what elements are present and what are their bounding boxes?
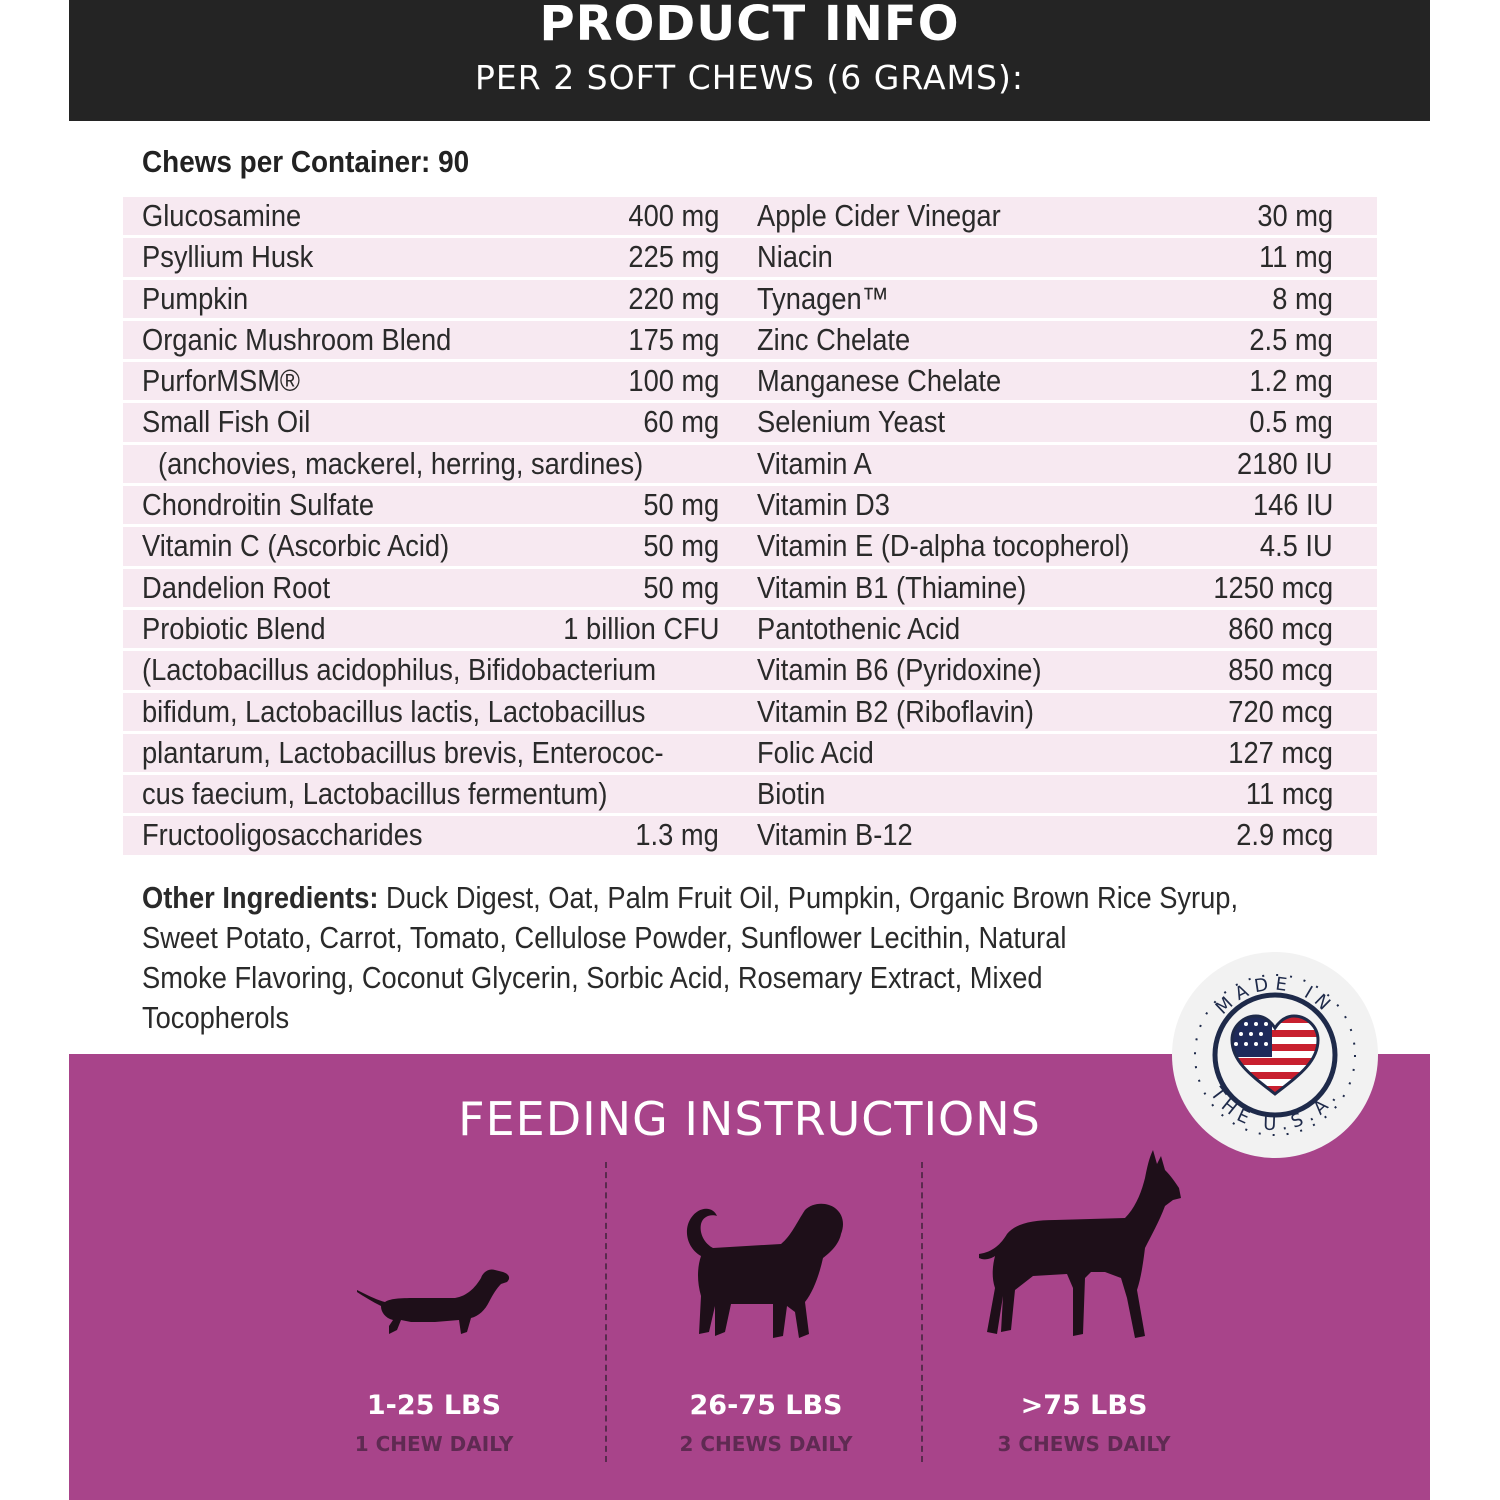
right-name: Vitamin A xyxy=(757,445,872,481)
left-value: 400 mg xyxy=(628,198,719,233)
right-value: 850 mcg xyxy=(1228,652,1333,688)
table-row xyxy=(123,486,1377,527)
table-row xyxy=(123,280,1377,321)
right-value: 720 mcg xyxy=(1228,693,1333,729)
table-row xyxy=(123,775,1377,816)
left-value: 1.3 mg xyxy=(635,817,719,853)
left-name: Vitamin C (Ascorbic Acid) xyxy=(142,528,450,564)
other-ingredients-line: Duck Digest, Oat, Palm Fruit Oil, Pumpkin, Organic Brown Rice Syrup, xyxy=(378,880,1239,915)
table-row xyxy=(123,734,1377,775)
right-name: Vitamin B6 (Pyridoxine) xyxy=(757,652,1042,688)
great-dane-icon xyxy=(975,1148,1187,1344)
table-row xyxy=(123,445,1377,486)
right-value: 30 mg xyxy=(1257,198,1333,233)
tier-dose: 1 CHEW DAILY xyxy=(354,1432,514,1456)
table-row xyxy=(123,197,1377,238)
made-in-usa-seal-icon xyxy=(1172,952,1378,1158)
divider xyxy=(605,1162,607,1462)
chews-per-container: Chews per Container: 90 xyxy=(142,144,470,179)
other-ingredients xyxy=(142,878,1239,1038)
right-value: 0.5 mg xyxy=(1249,404,1333,440)
right-value: 8 mg xyxy=(1272,280,1333,316)
right-name: Zinc Chelate xyxy=(757,321,911,357)
other-ingredients-line: Smoke Flavoring, Coconut Glycerin, Sorbic Acid, Rosemary Extract, Mixed xyxy=(142,960,1043,995)
right-name: Vitamin D3 xyxy=(757,487,890,523)
left-value: 100 mg xyxy=(628,363,719,399)
right-name: Tynagen™ xyxy=(757,280,889,316)
dachshund-icon xyxy=(355,1262,515,1342)
left-name: (anchovies, mackerel, herring, sardines) xyxy=(158,445,644,481)
left-name: Small Fish Oil xyxy=(142,404,311,440)
right-value: 1250 mcg xyxy=(1213,569,1333,605)
table-row xyxy=(123,610,1377,651)
right-name: Selenium Yeast xyxy=(757,404,946,440)
header-subtitle: PER 2 SOFT CHEWS (6 GRAMS): xyxy=(475,58,1024,97)
header-title: PRODUCT INFO xyxy=(539,0,960,52)
right-name: Pantothenic Acid xyxy=(757,610,961,646)
right-name: Manganese Chelate xyxy=(757,363,1002,399)
left-value: 175 mg xyxy=(628,321,719,357)
left-name: Psyllium Husk xyxy=(142,239,314,275)
left-value: 50 mg xyxy=(643,569,719,605)
right-value: 4.5 IU xyxy=(1260,528,1333,564)
divider xyxy=(921,1162,923,1462)
tier-dose: 3 CHEWS DAILY xyxy=(997,1432,1171,1456)
right-name: Vitamin E (D-alpha tocopherol) xyxy=(757,528,1130,564)
left-name: Fructooligosaccharides xyxy=(142,817,423,853)
right-value: 11 mcg xyxy=(1245,776,1333,812)
left-value: 60 mg xyxy=(643,404,719,440)
tier-weight: 26-75 LBS xyxy=(689,1390,843,1421)
left-name: cus faecium, Lactobacillus fermentum) xyxy=(142,776,608,812)
made-in-usa-badge xyxy=(1172,952,1378,1158)
ingredients-table xyxy=(123,197,1377,858)
left-name: Pumpkin xyxy=(142,280,249,316)
table-row xyxy=(123,651,1377,692)
left-name: plantarum, Lactobacillus brevis, Enterococ- xyxy=(142,734,664,770)
left-name: Glucosamine xyxy=(142,198,302,233)
tier-dose: 2 CHEWS DAILY xyxy=(679,1432,853,1456)
table-row xyxy=(123,362,1377,403)
right-name: Vitamin B2 (Riboflavin) xyxy=(757,693,1034,729)
svg-text:THE U.S.A.: THE U.S.A. xyxy=(1205,1083,1344,1136)
right-name: Vitamin B-12 xyxy=(757,817,913,853)
table-row xyxy=(123,693,1377,734)
svg-text:MADE IN: MADE IN xyxy=(1211,973,1339,1019)
right-name: Apple Cider Vinegar xyxy=(757,198,1001,233)
right-value: 127 mcg xyxy=(1228,734,1333,770)
left-value: 50 mg xyxy=(643,487,719,523)
other-ingredients-line: Tocopherols xyxy=(142,1000,290,1035)
left-value: 220 mg xyxy=(628,280,719,316)
table-row xyxy=(123,238,1377,279)
other-ingredients-label: Other Ingredients: xyxy=(142,880,379,915)
right-name: Biotin xyxy=(757,776,826,812)
table-row xyxy=(123,527,1377,568)
right-value: 11 mg xyxy=(1259,239,1333,275)
table-row xyxy=(123,569,1377,610)
left-value: 50 mg xyxy=(643,528,719,564)
other-ingredients-line: Sweet Potato, Carrot, Tomato, Cellulose Powder, Sunflower Lecithin, Natural xyxy=(142,920,1067,955)
table-row xyxy=(123,816,1377,857)
right-name: Niacin xyxy=(757,239,833,275)
feeding-title: FEEDING INSTRUCTIONS xyxy=(458,1092,1041,1146)
left-value: 1 billion CFU xyxy=(562,610,719,646)
right-value: 2.9 mcg xyxy=(1235,817,1333,853)
right-value: 146 IU xyxy=(1252,487,1333,523)
table-row xyxy=(123,321,1377,362)
right-name: Folic Acid xyxy=(757,734,874,770)
medium-dog-icon xyxy=(681,1196,851,1346)
table-row xyxy=(123,403,1377,444)
left-name: Dandelion Root xyxy=(142,569,331,605)
left-value: 225 mg xyxy=(628,239,719,275)
product-info-header xyxy=(69,0,1430,121)
left-name: Chondroitin Sulfate xyxy=(142,487,375,523)
right-value: 2.5 mg xyxy=(1249,321,1333,357)
right-value: 860 mcg xyxy=(1228,610,1333,646)
left-name: bifidum, Lactobacillus lactis, Lactobacillus xyxy=(142,693,646,729)
tier-weight: >75 LBS xyxy=(1020,1390,1148,1421)
left-name: PurforMSM® xyxy=(142,363,301,399)
left-name: (Lactobacillus acidophilus, Bifidobacterium xyxy=(142,652,657,688)
right-name: Vitamin B1 (Thiamine) xyxy=(757,569,1027,605)
tier-weight: 1-25 LBS xyxy=(366,1390,502,1421)
right-value: 2180 IU xyxy=(1237,445,1333,481)
left-name: Organic Mushroom Blend xyxy=(142,321,452,357)
right-value: 1.2 mg xyxy=(1249,363,1333,399)
left-name: Probiotic Blend xyxy=(142,610,326,646)
